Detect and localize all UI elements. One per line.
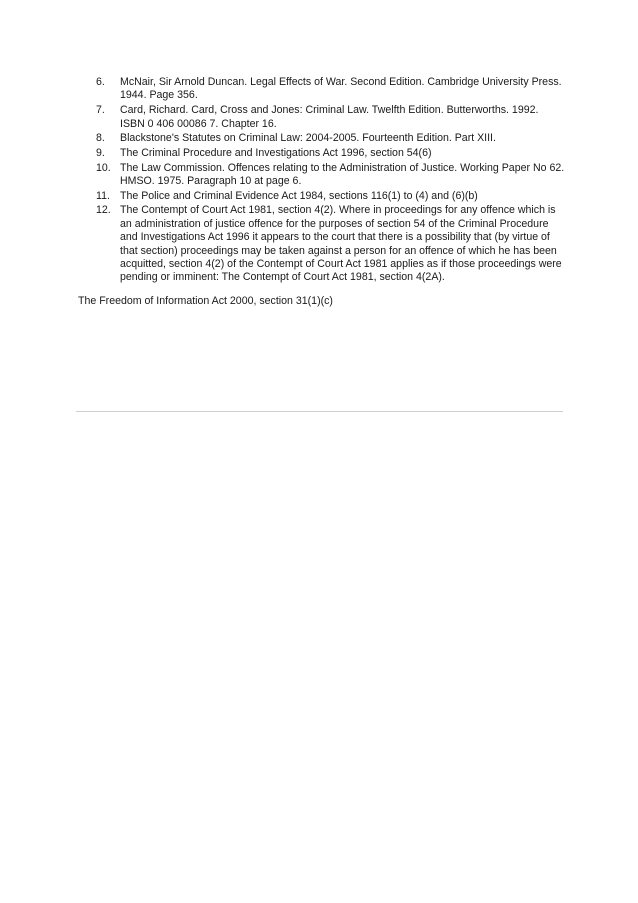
reference-item <box>96 147 566 160</box>
reference-text: The Police and Criminal Evidence Act 1984, sections 116(1) to (4) and (6)(b) <box>120 189 478 202</box>
reference-item <box>96 76 566 103</box>
reference-text: The Law Commission. Offences relating to the Administration of Justice. Working Paper No 62. HMSO. 1975. Paragraph 10 at page 6. <box>120 161 565 188</box>
reference-number: 6. <box>96 76 105 88</box>
reference-text: The Contempt of Court Act 1981, section 4(2). Where in proceedings for any offence which is an administration of justice offence for the purposes of section 54 of the Criminal Procedure and Investigations Act 1996 it appears to the court that there is a possibility that (by virtue of that section) proceedings may be taken against a person for an offence of which he has been acquitted, section 4(2) of the Contempt of Court Act 1981 applies as if those proceedings were pending or imminent: The Contempt of Court Act 1981, section 4(2A). <box>120 204 562 284</box>
reference-item <box>96 190 566 203</box>
horizontal-divider <box>76 411 563 412</box>
reference-number: 7. <box>96 104 105 117</box>
reference-item <box>96 132 566 145</box>
reference-number: 8. <box>96 132 105 145</box>
foi-note: The Freedom of Information Act 2000, section 31(1)(c) <box>78 295 333 307</box>
reference-text: Card, Richard. Card, Cross and Jones: Criminal Law. Twelfth Edition. Butterworths. 1992. ISBN 0 406 00086 7. Chapter 16. <box>120 104 539 130</box>
reference-text: Blackstone's Statutes on Criminal Law: 2004-2005. Fourteenth Edition. Part XIII. <box>120 132 496 145</box>
reference-text: McNair, Sir Arnold Duncan. Legal Effects of War. Second Edition. Cambridge University Press. 1944. Page 356. <box>120 76 562 102</box>
reference-number: 9. <box>96 146 105 159</box>
reference-number: 12. <box>96 204 111 217</box>
reference-item <box>96 204 566 284</box>
reference-item <box>96 162 566 189</box>
reference-number: 11. <box>96 189 110 202</box>
reference-list <box>96 76 566 286</box>
reference-item <box>96 104 566 131</box>
reference-number: 10. <box>96 161 111 174</box>
reference-text: The Criminal Procedure and Investigations Act 1996, section 54(6) <box>120 146 432 159</box>
